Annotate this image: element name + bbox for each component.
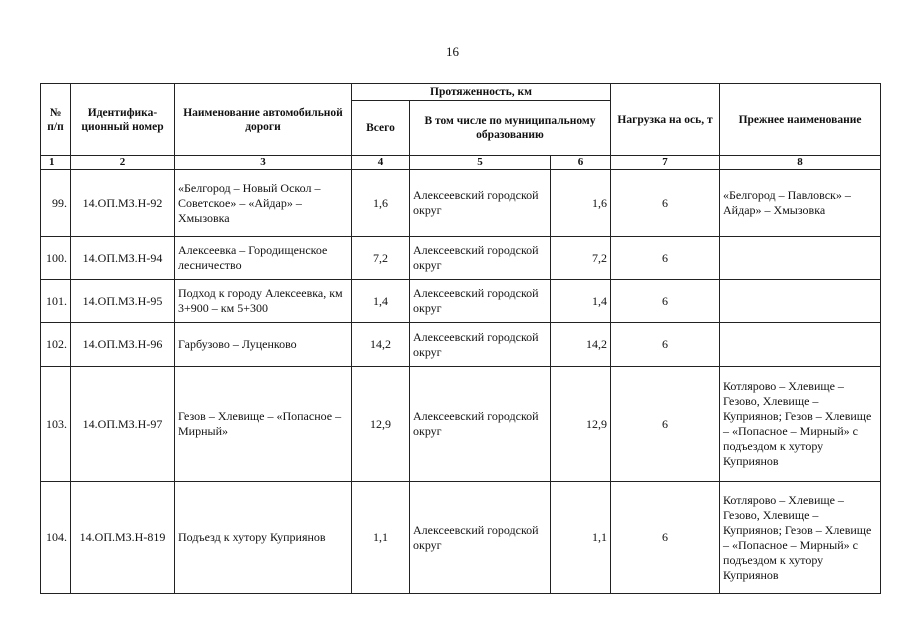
header-row-top — [41, 84, 881, 101]
total-length: 1,1 — [352, 482, 410, 594]
table-row — [41, 482, 881, 594]
municipality: Алексеевский городской округ — [410, 482, 551, 594]
page-number: 16 — [446, 44, 459, 59]
total-length: 7,2 — [352, 237, 410, 280]
axle-load: 6 — [611, 367, 720, 482]
municipal-length: 14,2 — [551, 323, 611, 367]
road-id: 14.ОП.МЗ.Н-92 — [71, 170, 175, 237]
road-id: 14.ОП.МЗ.Н-96 — [71, 323, 175, 367]
road-name: Подъезд к хутору Куприянов — [175, 482, 352, 594]
previous-name — [720, 237, 881, 280]
municipal-length: 1,1 — [551, 482, 611, 594]
row-number: 104. — [41, 482, 71, 594]
total-length: 14,2 — [352, 323, 410, 367]
road-name: Гарбузово – Луценково — [175, 323, 352, 367]
axle-load: 6 — [611, 482, 720, 594]
col-number: 8 — [720, 156, 881, 170]
col-number: 6 — [551, 156, 611, 170]
road-name: Гезов – Хлевище – «Попасное – Мирный» — [175, 367, 352, 482]
road-name: «Белгород – Новый Оскол – Советское» – «Айдар» – Хмызовка — [175, 170, 352, 237]
total-length: 1,6 — [352, 170, 410, 237]
municipal-length: 1,6 — [551, 170, 611, 237]
axle-load: 6 — [611, 170, 720, 237]
header-length: Протяженность, км — [352, 84, 611, 101]
row-number: 100. — [41, 237, 71, 280]
table-row — [41, 170, 881, 237]
row-number: 99. — [41, 170, 71, 237]
table-row — [41, 367, 881, 482]
column-number-row — [41, 156, 881, 170]
col-number: 2 — [71, 156, 175, 170]
previous-name: «Белгород – Павловск» – Айдар» – Хмызовка — [720, 170, 881, 237]
municipal-length: 7,2 — [551, 237, 611, 280]
table-row — [41, 237, 881, 280]
municipality: Алексеевский городской округ — [410, 367, 551, 482]
total-length: 12,9 — [352, 367, 410, 482]
total-length: 1,4 — [352, 280, 410, 323]
header-name: Наименование автомобильной дороги — [175, 84, 352, 156]
header-prev: Прежнее наименование — [720, 84, 881, 156]
col-number: 7 — [611, 156, 720, 170]
header-total: Всего — [352, 101, 410, 156]
municipal-length: 1,4 — [551, 280, 611, 323]
axle-load: 6 — [611, 237, 720, 280]
col-number: 5 — [410, 156, 551, 170]
col-number: 4 — [352, 156, 410, 170]
previous-name — [720, 280, 881, 323]
header-load: Нагрузка на ось, т — [611, 84, 720, 156]
municipality: Алексеевский городской округ — [410, 323, 551, 367]
road-id: 14.ОП.МЗ.Н-94 — [71, 237, 175, 280]
previous-name: Котлярово – Хлевище – Гезово, Хлевище – Куприянов; Гезов – Хлевище – «Попасное – Мирный» с подъездом к хутору Куприянов — [720, 367, 881, 482]
roads-table — [40, 83, 881, 594]
road-id: 14.ОП.МЗ.Н-97 — [71, 367, 175, 482]
road-id: 14.ОП.МЗ.Н-819 — [71, 482, 175, 594]
col-number: 1 — [41, 156, 71, 170]
previous-name: Котлярово – Хлевище – Гезово, Хлевище – Куприянов; Гезов – Хлевище – «Попасное – Мирный» с подъездом к хутору Куприянов — [720, 482, 881, 594]
municipality: Алексеевский городской округ — [410, 170, 551, 237]
row-number: 103. — [41, 367, 71, 482]
road-name: Алексеевка – Городищенское лесничество — [175, 237, 352, 280]
axle-load: 6 — [611, 280, 720, 323]
table-row — [41, 280, 881, 323]
municipality: Алексеевский городской округ — [410, 280, 551, 323]
previous-name — [720, 323, 881, 367]
municipality: Алексеевский городской округ — [410, 237, 551, 280]
header-no: № п/п — [41, 84, 71, 156]
row-number: 101. — [41, 280, 71, 323]
row-number: 102. — [41, 323, 71, 367]
header-municipal: В том числе по муниципальному образованию — [410, 101, 611, 156]
municipal-length: 12,9 — [551, 367, 611, 482]
road-name: Подход к городу Алексеевка, км 3+900 – км 5+300 — [175, 280, 352, 323]
col-number: 3 — [175, 156, 352, 170]
header-id: Идентифика-ционный номер — [71, 84, 175, 156]
axle-load: 6 — [611, 323, 720, 367]
table-row — [41, 323, 881, 367]
road-id: 14.ОП.МЗ.Н-95 — [71, 280, 175, 323]
